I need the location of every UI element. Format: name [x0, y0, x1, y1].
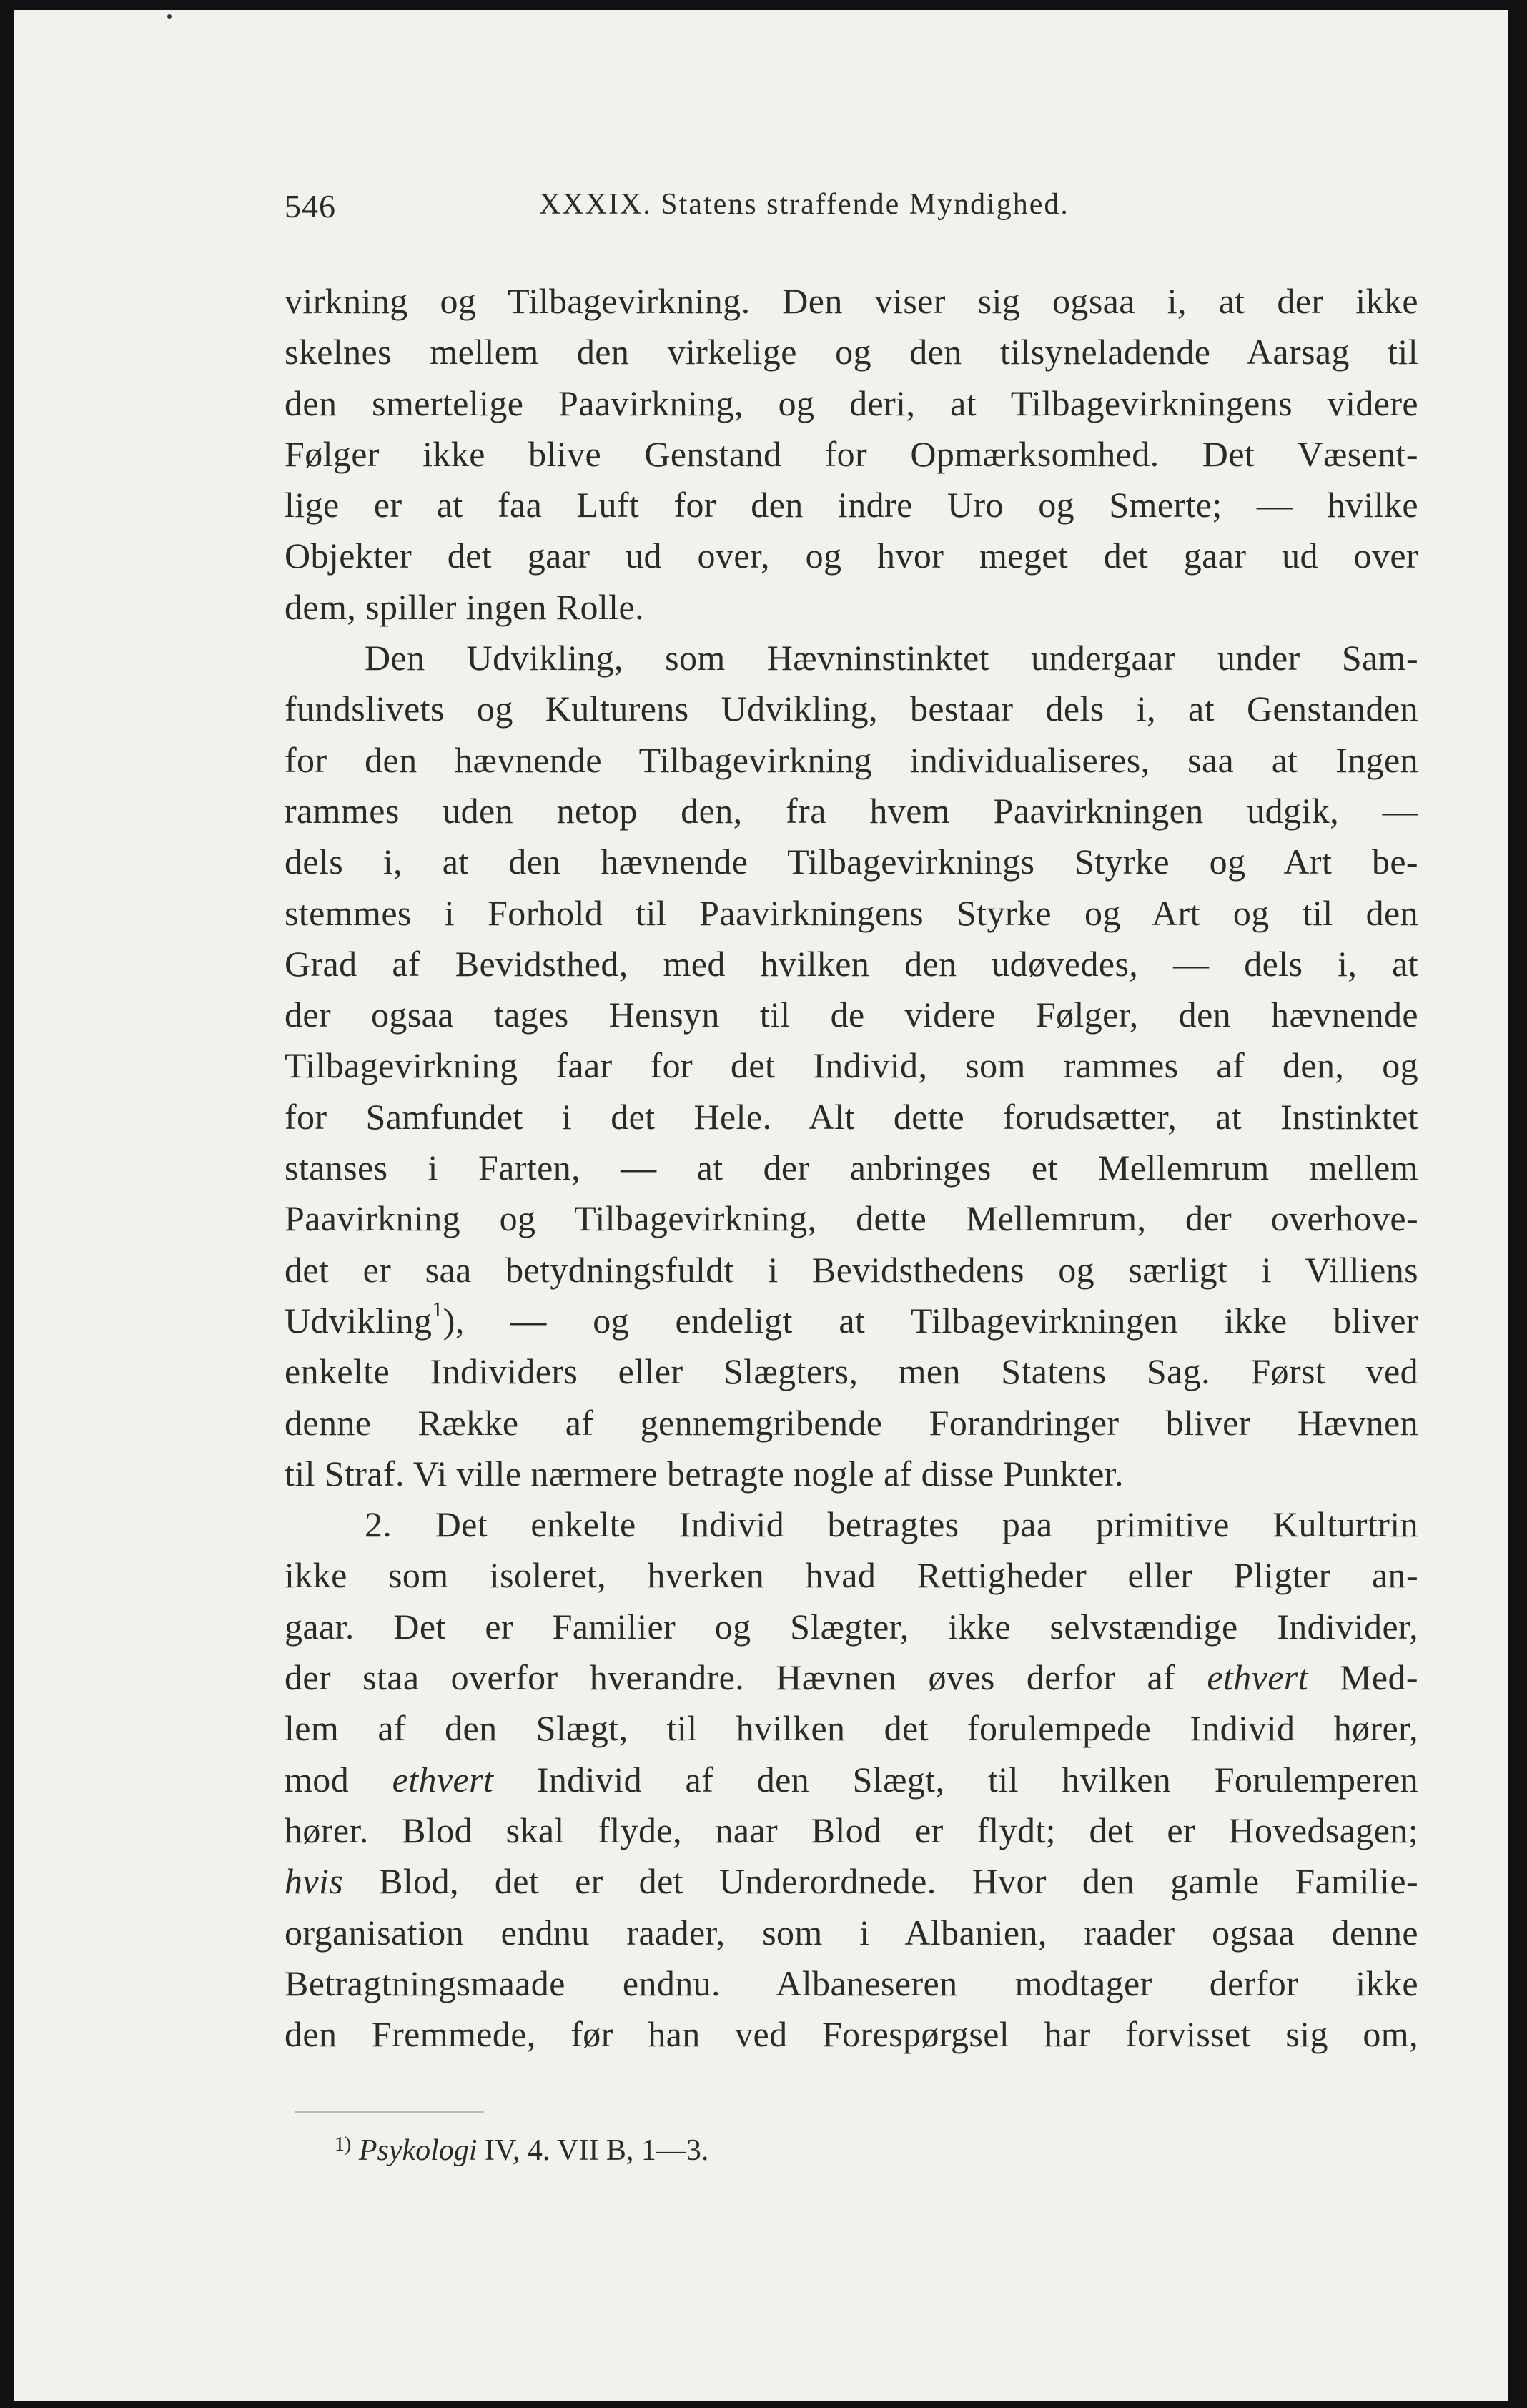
text-line: [285, 1755, 1418, 1805]
text-line-with-footnote-ref: [285, 1296, 1418, 1346]
footnote-reference: 1: [432, 1297, 443, 1321]
text-line: dels i, at den hævnende Tilbagevirknings Styrke og Art be-: [285, 842, 1418, 882]
text-line: [285, 1856, 1418, 1907]
text-line: rammes uden netop den, fra hvem Paavirkningen udgik, —: [285, 790, 1418, 831]
text-fragment: Individ af den Slægt, til hvilken Forulemperen: [493, 1759, 1418, 1800]
text-line: for den hævnende Tilbagevirkning individualiseres, saa at Ingen: [285, 739, 1418, 780]
footnote: [335, 2133, 708, 2168]
text-line: fundslivets og Kulturens Udvikling, bestaar dels i, at Genstanden: [285, 689, 1418, 729]
emphasis-text: ethvert: [392, 1759, 494, 1800]
text-line: Betragtningsmaade endnu. Albaneseren modtager derfor ikke: [285, 1963, 1418, 2003]
emphasis-text: hvis: [285, 1861, 344, 1902]
text-line: den Fremmede, før han ved Forespørgsel har forvisset sig om,: [285, 2014, 1418, 2055]
text-fragment: mod: [285, 1759, 350, 1800]
book-page: [14, 10, 1508, 2401]
text-line: ikke som isoleret, hverken hvad Rettigheder eller Pligter an-: [285, 1555, 1418, 1596]
footnote-reference-text: IV, 4. VII B, 1—3.: [477, 2134, 709, 2167]
text-line: denne Række af gennemgribende Forandringer bliver Hævnen: [285, 1402, 1418, 1443]
text-fragment: Med-: [1308, 1657, 1418, 1698]
page-number: 546: [285, 188, 336, 224]
text-line: organisation endnu raader, som i Albanien, raader ogsaa denne: [285, 1912, 1418, 1953]
running-title: XXXIX. Statens straffende Myndighed.: [539, 188, 1069, 221]
scan-speck: [167, 14, 172, 19]
text-fragment: ), — og endeligt at Tilbagevirkningen ikke bliver: [443, 1300, 1418, 1341]
text-fragment: Blod, det er det Underordnede. Hvor den gamle Familie-: [379, 1861, 1418, 1902]
text-line: lem af den Slægt, til hvilken det forulempede Individ hører,: [285, 1708, 1418, 1749]
text-line: hører. Blod skal flyde, naar Blod er flydt; det er Hovedsagen;: [285, 1810, 1418, 1850]
text-line: stanses i Farten, — at der anbringes et Mellemrum mellem: [285, 1148, 1418, 1188]
text-line: [285, 1652, 1418, 1703]
text-line: lige er at faa Luft for den indre Uro og Smerte; — hvilke: [285, 485, 1418, 525]
text-fragment: der staa overfor hverandre. Hævnen øves derfor af: [285, 1657, 1176, 1698]
paragraph-start-line: 2. Det enkelte Individ betragtes paa primitive Kulturtrin: [365, 1504, 1418, 1545]
emphasis-text: ethvert: [1207, 1657, 1308, 1698]
text-line: dem, spiller ingen Rolle.: [285, 586, 644, 627]
footnote-mark-paren: ): [345, 2133, 352, 2156]
text-line: virkning og Tilbagevirkning. Den viser sig ogsaa i, at der ikke: [285, 281, 1418, 321]
body-text: [285, 276, 1418, 2060]
paragraph-start-line: Den Udvikling, som Hævninstinktet undergaar under Sam-: [365, 638, 1418, 679]
text-line: Paavirkning og Tilbagevirkning, dette Mellemrum, der overhove-: [285, 1198, 1418, 1239]
text-line: Objekter det gaar ud over, og hvor meget det gaar ud over: [285, 536, 1418, 576]
text-line: den smertelige Paavirkning, og deri, at Tilbagevirkningens videre: [285, 383, 1418, 423]
text-line: Følger ikke blive Genstand for Opmærksomhed. Det Væsent-: [285, 433, 1418, 474]
text-line: det er saa betydningsfuldt i Bevidsthedens og særligt i Villiens: [285, 1249, 1418, 1290]
text-line: enkelte Individers eller Slægters, men Statens Sag. Først ved: [285, 1351, 1418, 1392]
footnote-mark: 1: [335, 2133, 345, 2156]
page-header: [285, 187, 1428, 237]
text-line: stemmes i Forhold til Paavirkningens Styrke og Art og til den: [285, 892, 1418, 933]
text-line: gaar. Det er Familier og Slægter, ikke selvstændige Individer,: [285, 1606, 1418, 1647]
text-fragment: Udvikling: [285, 1300, 433, 1341]
text-line: Tilbagevirkning faar for det Individ, som rammes af den, og: [285, 1045, 1418, 1086]
text-line: der ogsaa tages Hensyn til de videre Følger, den hævnende: [285, 995, 1418, 1035]
text-line: skelnes mellem den virkelige og den tilsyneladende Aarsag til: [285, 332, 1418, 372]
text-line: Grad af Bevidsthed, med hvilken den udøvedes, — dels i, at: [285, 943, 1418, 984]
footnote-divider: [295, 2111, 484, 2113]
footnote-title: Psykologi: [358, 2134, 478, 2167]
text-line: for Samfundet i det Hele. Alt dette forudsætter, at Instinktet: [285, 1096, 1418, 1137]
text-line: til Straf. Vi ville nærmere betragte nogle af disse Punkter.: [285, 1453, 1124, 1494]
